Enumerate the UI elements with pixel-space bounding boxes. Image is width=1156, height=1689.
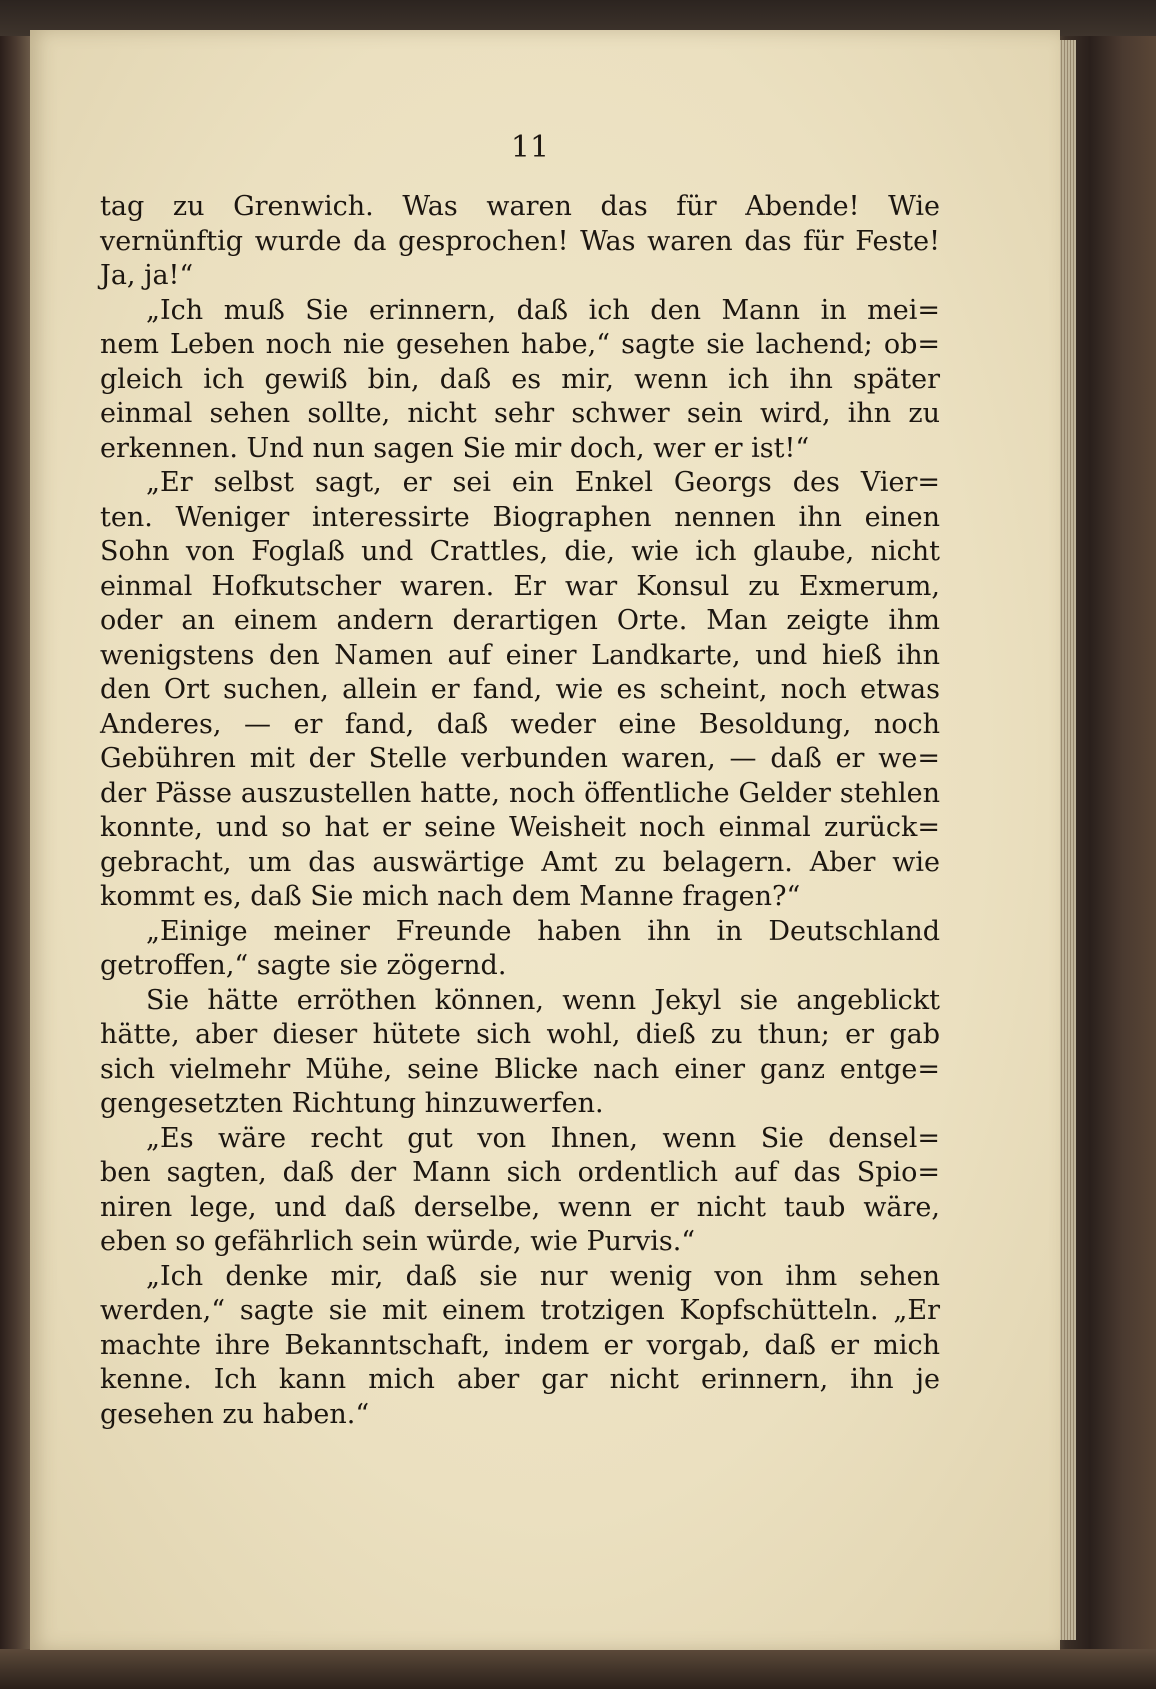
- text-line: konnte, und so hat er seine Weisheit noch einmal zurück=: [100, 812, 940, 843]
- text-line: Ja, ja!“: [100, 260, 194, 291]
- text-line: nem Leben noch nie gesehen habe,“ sagte sie lachend; ob=: [100, 329, 940, 360]
- text-line: sich vielmehr Mühe, seine Blicke nach einer ganz entge=: [100, 1053, 940, 1085]
- text-line: wenigstens den Namen auf einer Landkarte, und hieß ihn: [100, 639, 940, 671]
- text-line: gengesetzten Richtung hinzuwerfen.: [100, 1088, 604, 1119]
- text-line: getroffen,“ sagte sie zögernd.: [100, 950, 507, 981]
- text-line: einmal Hofkutscher waren. Er war Konsul zu Exmerum,: [100, 570, 940, 602]
- page-number: 11: [510, 130, 550, 165]
- text-line: eben so gefährlich sein würde, wie Purvis.“: [100, 1226, 696, 1257]
- text-line: gebracht, um das auswärtige Amt zu belagern. Aber wie: [100, 846, 940, 878]
- text-line: tag zu Grenwich. Was waren das für Abende! Wie: [100, 191, 940, 222]
- text-line: vernünftig wurde da gesprochen! Was waren das für Feste!: [100, 225, 940, 257]
- text-line: der Pässe auszustellen hatte, noch öffentliche Gelder stehlen: [100, 777, 940, 809]
- text-line: Gebühren mit der Stelle verbunden waren, — daß er we=: [100, 743, 940, 774]
- page-text: [100, 190, 940, 1432]
- text-line: niren lege, und daß derselbe, wenn er nicht taub wäre,: [100, 1191, 940, 1223]
- text-line: den Ort suchen, allein er fand, wie es scheint, noch etwas: [100, 674, 940, 705]
- text-line: einmal sehen sollte, nicht sehr schwer sein wird, ihn zu: [100, 398, 940, 429]
- text-line: ten. Weniger interessirte Biographen nennen ihn einen: [100, 501, 940, 533]
- text-line: erkennen. Und nun sagen Sie mir doch, wer er ist!“: [100, 432, 810, 464]
- text-line: hätte, aber dieser hütete sich wohl, dieß zu thun; er gab: [100, 1019, 940, 1050]
- text-line: werden,“ sagte sie mit einem trotzigen Kopfschütteln. „Er: [100, 1295, 940, 1326]
- text-line: „Er selbst sagt, er sei ein Enkel Georgs des Vier=: [146, 467, 940, 498]
- text-line: kommt es, daß Sie mich nach dem Manne fragen?“: [100, 881, 801, 912]
- text-line: gesehen zu haben.“: [100, 1398, 370, 1430]
- text-line: ben sagten, daß der Mann sich ordentlich auf das Spio=: [100, 1157, 940, 1188]
- book-page: [30, 30, 1060, 1650]
- text-line: „Ich denke mir, daß sie nur wenig von ihm sehen: [146, 1260, 940, 1292]
- text-line: machte ihre Bekanntschaft, indem er vorgab, daß er mich: [100, 1329, 940, 1361]
- text-line: „Einige meiner Freunde haben ihn in Deutschland: [146, 915, 940, 947]
- text-line: „Es wäre recht gut von Ihnen, wenn Sie densel=: [146, 1122, 940, 1154]
- text-line: „Ich muß Sie erinnern, daß ich den Mann in mei=: [146, 294, 940, 326]
- text-line: gleich ich gewiß bin, daß es mir, wenn ich ihn später: [100, 363, 940, 395]
- text-line: kenne. Ich kann mich aber gar nicht erinnern, ihn je: [100, 1364, 940, 1395]
- text-line: Sie hätte erröthen können, wenn Jekyl sie angeblickt: [146, 984, 940, 1016]
- book-cover-bottom: [0, 1649, 1156, 1689]
- text-line: Anderes, — er fand, daß weder eine Besoldung, noch: [100, 708, 940, 740]
- text-line: Sohn von Foglaß und Crattles, die, wie ich glaube, nicht: [100, 536, 940, 567]
- text-line: oder an einem andern derartigen Orte. Man zeigte ihm: [100, 605, 940, 636]
